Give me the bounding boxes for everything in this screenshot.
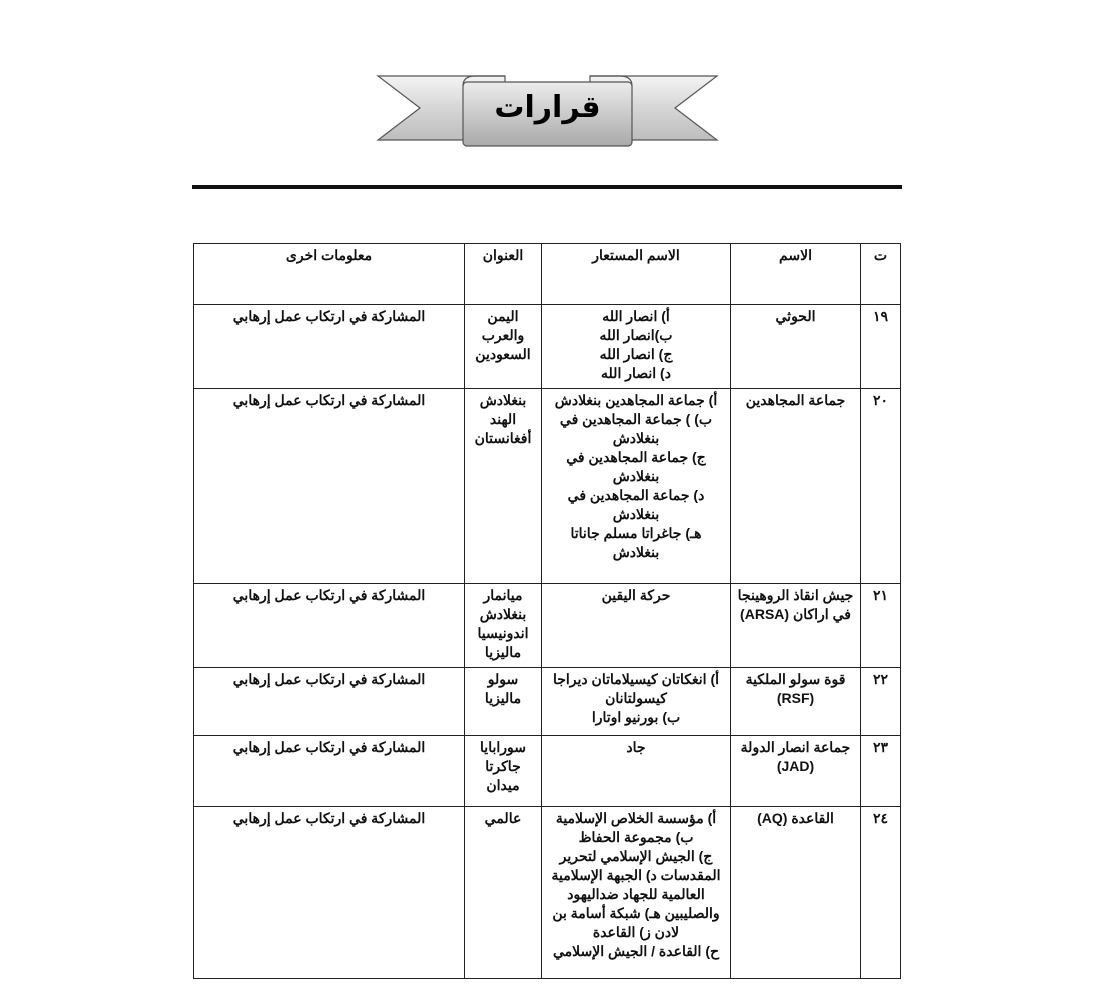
address-item: ماليزيا xyxy=(484,690,522,706)
alias-item: أ) مؤسسة الخلاص الإسلامية xyxy=(555,810,717,826)
cell-num: ٢١ xyxy=(861,584,901,668)
alias-item: د) انصار الله xyxy=(601,365,671,381)
cell-address xyxy=(465,389,542,584)
alias-item: ج) انصار الله xyxy=(599,346,673,362)
header-other-info: معلومات اخرى xyxy=(194,244,465,305)
alias-item: ج) جماعة المجاهدين في بنغلادش xyxy=(566,449,706,484)
table-row xyxy=(194,736,901,807)
cell-address xyxy=(465,305,542,389)
alias-item: هـ) جاغراتا مسلم جاناتا بنغلادش xyxy=(570,525,702,560)
cell-other-info: المشاركة في ارتكاب عمل إرهابي xyxy=(194,736,465,807)
cell-address xyxy=(465,736,542,807)
cell-address xyxy=(465,668,542,736)
cell-alias xyxy=(542,584,731,668)
address-item: ميانمار xyxy=(483,587,523,603)
address-item: أفغانستان xyxy=(474,430,532,446)
alias-item: ب) ) جماعة المجاهدين في بنغلادش xyxy=(559,411,713,446)
cell-name: قوة سولو الملكية (RSF) xyxy=(731,668,861,736)
alias-item: أ) انصار الله xyxy=(602,308,670,324)
address-item: جاكرتا xyxy=(485,758,521,774)
alias-item: جاد xyxy=(626,739,646,755)
cell-address xyxy=(465,584,542,668)
cell-name: جماعة انصار الدولة (JAD) xyxy=(731,736,861,807)
table-row xyxy=(194,389,901,584)
cell-name: القاعدة (AQ) xyxy=(731,807,861,979)
cell-other-info: المشاركة في ارتكاب عمل إرهابي xyxy=(194,807,465,979)
decisions-table xyxy=(193,243,901,979)
address-item: عالمي xyxy=(484,810,522,826)
cell-alias xyxy=(542,736,731,807)
cell-other-info: المشاركة في ارتكاب عمل إرهابي xyxy=(194,389,465,584)
cell-num: ٢٤ xyxy=(861,807,901,979)
address-item: بنغلادش xyxy=(479,606,527,622)
alias-item: ب) بورنيو اوتارا xyxy=(591,709,681,725)
cell-other-info: المشاركة في ارتكاب عمل إرهابي xyxy=(194,584,465,668)
address-item: سولو xyxy=(487,671,519,687)
address-item: والعرب xyxy=(481,327,525,343)
table-row xyxy=(194,668,901,736)
cell-num: ٢٢ xyxy=(861,668,901,736)
address-item: ماليزيا xyxy=(484,644,522,660)
alias-item: أ) جماعة المجاهدين بنغلادش xyxy=(554,392,718,408)
cell-name: جماعة المجاهدين xyxy=(731,389,861,584)
address-item: اندونيسيا xyxy=(477,625,529,641)
address-item: الهند xyxy=(489,411,517,427)
alias-item: ج) الجيش الإسلامي لتحرير المقدسات د) الجبهة الإسلامية العالمية للجهاد ضداليهود والصليبين هـ) شبكة أسامة بن لادن ز) القاعدة xyxy=(551,848,721,940)
cell-alias xyxy=(542,389,731,584)
cell-name: الحوثي xyxy=(731,305,861,389)
page-title: قرارات xyxy=(494,89,601,125)
header-address: العنوان xyxy=(465,244,542,305)
table-row xyxy=(194,584,901,668)
header-alias: الاسم المستعار xyxy=(542,244,731,305)
header-num: ت xyxy=(861,244,901,305)
cell-other-info: المشاركة في ارتكاب عمل إرهابي xyxy=(194,305,465,389)
address-item: السعودين xyxy=(475,346,531,362)
cell-num: ٢٠ xyxy=(861,389,901,584)
alias-item: أ) انغكاتان كيسيلاماتان ديراجا كيسولتانان xyxy=(552,671,720,706)
cell-alias xyxy=(542,668,731,736)
cell-other-info: المشاركة في ارتكاب عمل إرهابي xyxy=(194,668,465,736)
address-item: بنغلادش xyxy=(479,392,527,408)
title-banner xyxy=(375,68,720,154)
cell-num: ٢٣ xyxy=(861,736,901,807)
cell-name: جيش انقاذ الروهينجا في اراكان (ARSA) xyxy=(731,584,861,668)
address-item: ميدان xyxy=(486,777,520,793)
cell-address xyxy=(465,807,542,979)
horizontal-divider xyxy=(192,185,902,189)
cell-num: ١٩ xyxy=(861,305,901,389)
alias-item: د) جماعة المجاهدين في بنغلادش xyxy=(567,487,705,522)
address-item: اليمن xyxy=(487,308,519,324)
alias-item: حركة اليقين xyxy=(601,587,671,603)
cell-alias xyxy=(542,305,731,389)
table-row xyxy=(194,807,901,979)
table-row xyxy=(194,305,901,389)
address-item: سورابايا xyxy=(480,739,526,755)
cell-alias xyxy=(542,807,731,979)
alias-item: ب) مجموعة الحفاظ xyxy=(578,829,694,845)
table-header-row xyxy=(194,244,901,305)
header-name: الاسم xyxy=(731,244,861,305)
alias-item: ح) القاعدة / الجيش الإسلامي xyxy=(552,943,720,959)
alias-item: ب)انصار الله xyxy=(599,327,673,343)
